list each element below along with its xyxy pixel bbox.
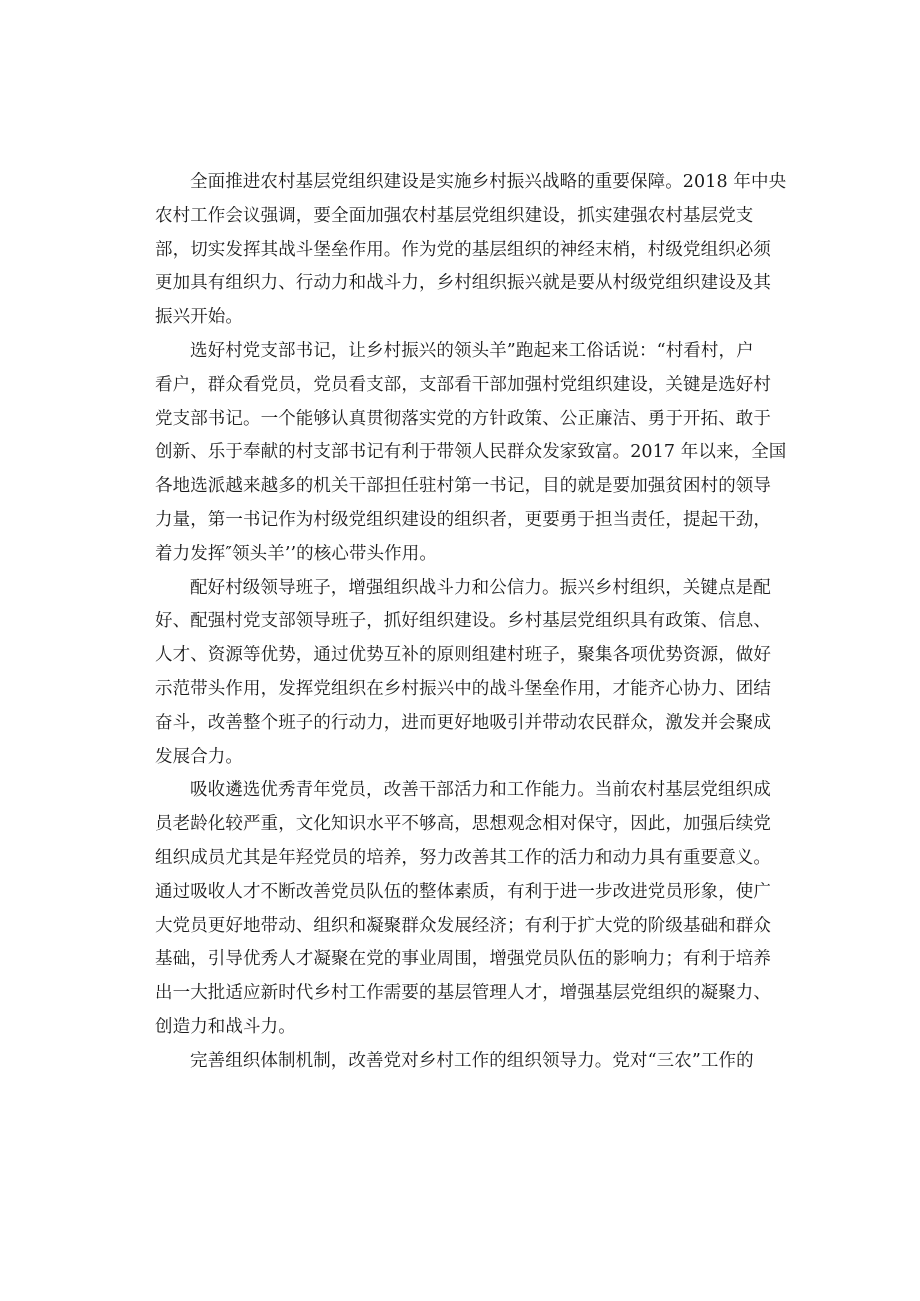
paragraph-3 <box>155 572 771 775</box>
paragraph-4 <box>155 774 771 1044</box>
text-line: 力量，第一书记作为村级党组织建设的组织者，更要勇于担当责任，提起干劲， <box>155 509 771 530</box>
text-line: 出一大批适应新时代乡村工作需要的基层管理人才，增强基层党组织的凝聚力、 <box>155 983 771 1004</box>
text-line: 部，切实发挥其战斗堡垒作用。作为党的基层组织的神经末梢，村级党组织必须 <box>155 239 771 260</box>
paragraph-5 <box>155 1045 767 1079</box>
text-line: 创造力和战斗力。 <box>155 1016 296 1037</box>
text-line: 完善组织体制机制，改善党对乡村工作的组织领导力。党对“三农”工作的 <box>190 1050 754 1071</box>
text-line: 好、配强村党支部领导班子，抓好组织建设。乡村基层党组织具有政策、信息、 <box>155 611 771 632</box>
text-line: 员老龄化较严重，文化知识水平不够高，思想观念相对保守，因此，加强后续党 <box>155 814 771 835</box>
text-line: 大党员更好地带动、组织和凝聚群众发展经济；有利于扩大党的阶级基础和群众 <box>155 915 771 936</box>
text-line: 党支部书记。一个能够认真贯彻落实党的方针政策、公正廉洁、勇于开拓、敢于 <box>155 408 771 429</box>
text-line: 吸收遴选优秀青年党员，改善干部活力和工作能力。当前农村基层党组织成 <box>190 780 771 801</box>
text-line: 奋斗，改善整个班子的行动力，进而更好地吸引并带动农民群众，激发并会聚成 <box>155 712 771 733</box>
text-line: 各地选派越来越多的机关干部担任驻村第一书记，目的就是要加强贫困村的领导 <box>155 476 771 497</box>
text-line: 创新、乐于奉献的村支部书记有利于带领人民群众发家致富。2017 年以来，全国 <box>155 442 787 463</box>
text-line: 全面推进农村基层党组织建设是实施乡村振兴战略的重要保障。2018 年中央 <box>190 172 787 192</box>
text-line: 农村工作会议强调，要全面加强农村基层党组织建设，抓实建强农村基层党支 <box>155 205 754 226</box>
text-line: 选好村党支部书记，让乡村振兴的领头羊”跑起来工俗话说：“村看村，户 <box>190 340 754 361</box>
text-line: 通过吸收人才不断改善党员队伍的整体素质，有利于进一步改进党员形象，使广 <box>155 881 771 902</box>
text-line: 配好村级领导班子，增强组织战斗力和公信力。振兴乡村组织，关键点是配 <box>190 577 771 598</box>
text-line: 组织成员尤其是年羟党员的培养，努力改善其工作的活力和动力具有重要意义。 <box>155 847 771 868</box>
text-line: 人才、资源等优势，通过优势互补的原则组建村班子，聚集各项优势资源，做好 <box>155 645 771 666</box>
text-line: 振兴开始。 <box>155 307 243 328</box>
document-body <box>155 166 787 1079</box>
text-line: 基础，引导优秀人才凝聚在党的事业周围，增强党员队伍的影响力；有利于培养 <box>155 949 771 970</box>
text-line: 更加具有组织力、行动力和战斗力，乡村组织振兴就是要从村级党组织建设及其 <box>155 273 771 294</box>
paragraph-2 <box>155 335 787 572</box>
text-line: 看户，群众看党员，党员看支部，支部看干部加强村党组织建设，关键是选好村 <box>155 374 771 395</box>
text-line: 发展合力。 <box>155 746 243 767</box>
text-line: 示范带头作用，发挥党组织在乡村振兴中的战斗堡垒作用，才能齐心协力、团结 <box>155 678 771 699</box>
paragraph-1 <box>155 166 787 335</box>
text-line: 着力发挥″领头羊’’的核心带头作用。 <box>155 543 437 564</box>
